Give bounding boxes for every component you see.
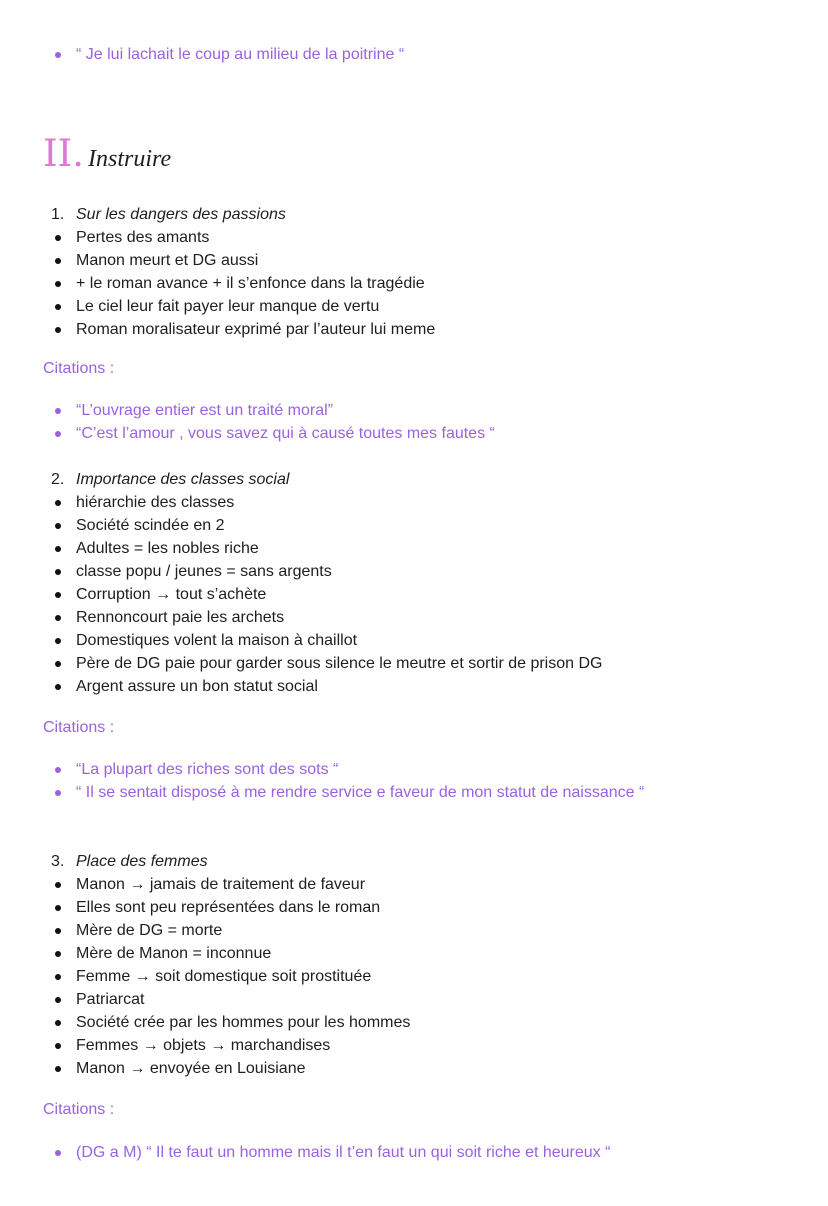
bullet-dot: [55, 1150, 61, 1156]
list-item: [0, 919, 828, 942]
bullet-text: Pertes des amants: [76, 229, 210, 246]
quote-text: “ Je lui lachait le coup au milieu de la poitrine “: [76, 46, 405, 63]
section-numeral: II.: [43, 132, 84, 175]
part-3: [0, 850, 828, 1080]
bullet-dot: [55, 569, 61, 575]
bullet-text: classe popu / jeunes = sans argents: [76, 563, 332, 580]
list-item: [0, 583, 828, 606]
bullet-text: Femmes → objets → marchandises: [76, 1037, 331, 1054]
part-1-heading: [0, 203, 828, 226]
list-item: [0, 491, 828, 514]
bullet-dot: [55, 974, 61, 980]
part-title: Importance des classes social: [76, 471, 290, 488]
part-2-heading: [0, 468, 828, 491]
part-1-citations: [0, 399, 828, 445]
bullet-dot: [55, 500, 61, 506]
bullet-dot: [55, 1043, 61, 1049]
list-item: [0, 43, 828, 66]
bullet-text: Père de DG paie pour garder sous silence le meutre et sortir de prison DG: [76, 655, 603, 672]
bullet-dot: [55, 304, 61, 310]
list-item: [0, 1141, 828, 1164]
bullet-dot: [55, 431, 61, 437]
part-number: 3.: [51, 853, 65, 870]
bullet-dot: [55, 281, 61, 287]
bullet-dot: [55, 592, 61, 598]
bullet-text: Corruption → tout s’achète: [76, 586, 267, 603]
part-3-citations: [0, 1141, 828, 1164]
list-item: [0, 629, 828, 652]
list-item: [0, 422, 828, 445]
bullet-dot: [55, 684, 61, 690]
bullet-dot: [55, 258, 61, 264]
list-item: [0, 272, 828, 295]
bullet-dot: [55, 408, 61, 414]
bullet-dot: [55, 951, 61, 957]
list-item: [0, 537, 828, 560]
part-number: 2.: [51, 471, 65, 488]
list-item: [0, 514, 828, 537]
part-2-bullets: [0, 491, 828, 698]
list-item: [0, 1034, 828, 1057]
list-item: [0, 226, 828, 249]
bullet-text: Adultes = les nobles riche: [76, 540, 259, 557]
bullet-dot: [55, 928, 61, 934]
part-3-heading: [0, 850, 828, 873]
list-item: [0, 560, 828, 583]
list-item: [0, 399, 828, 422]
bullet-text: Mère de Manon = inconnue: [76, 945, 272, 962]
list-item: [0, 1057, 828, 1080]
bullet-text: Manon → envoyée en Louisiane: [76, 1060, 306, 1077]
bullet-text: Rennoncourt paie les archets: [76, 609, 285, 626]
list-item: [0, 873, 828, 896]
bullet-text: hiérarchie des classes: [76, 494, 235, 511]
list-item: [0, 249, 828, 272]
bullet-text: Mère de DG = morte: [76, 922, 223, 939]
bullet-dot: [55, 1066, 61, 1072]
bullet-dot: [55, 882, 61, 888]
list-item: [0, 965, 828, 988]
list-item: [0, 942, 828, 965]
bullet-dot: [55, 546, 61, 552]
bullet-dot: [55, 1020, 61, 1026]
list-item: [0, 652, 828, 675]
list-item: [0, 606, 828, 629]
quote-text: “La plupart des riches sont des sots “: [76, 761, 339, 778]
list-item: [0, 1011, 828, 1034]
section-heading: [43, 132, 171, 176]
part-3-bullets: [0, 873, 828, 1080]
bullet-dot: [55, 767, 61, 773]
list-item: [0, 758, 828, 781]
bullet-dot: [55, 327, 61, 333]
part-title: Place des femmes: [76, 853, 208, 870]
citations-label: Citations :: [43, 360, 115, 377]
part-number: 1.: [51, 206, 65, 223]
quote-text: “ Il se sentait disposé à me rendre service e faveur de mon statut de naissance “: [76, 784, 645, 801]
citations-label: Citations :: [43, 1101, 115, 1118]
bullet-text: Société crée par les hommes pour les hommes: [76, 1014, 411, 1031]
part-2-citations: [0, 758, 828, 804]
bullet-dot: [55, 523, 61, 529]
bullet-text: + le roman avance + il s’enfonce dans la tragédie: [76, 275, 425, 292]
bullet-text: Patriarcat: [76, 991, 145, 1008]
bullet-text: Argent assure un bon statut social: [76, 678, 318, 695]
quote-text: “L’ouvrage entier est un traité moral”: [76, 402, 334, 419]
bullet-text: Société scindée en 2: [76, 517, 225, 534]
section-title: Instruire: [88, 146, 172, 172]
bullet-dot: [55, 235, 61, 241]
bullet-text: Le ciel leur fait payer leur manque de vertu: [76, 298, 380, 315]
bullet-dot: [55, 905, 61, 911]
bullet-dot: [55, 790, 61, 796]
list-item: [0, 781, 828, 804]
bullet-dot: [55, 615, 61, 621]
list-item: [0, 896, 828, 919]
bullet-dot: [55, 661, 61, 667]
citations-label: Citations :: [43, 719, 115, 736]
part-1: [0, 203, 828, 341]
bullet-dot: [55, 638, 61, 644]
bullet-text: Femme → soit domestique soit prostituée: [76, 968, 372, 985]
quote-text: (DG a M) “ Il te faut un homme mais il t’en faut un qui soit riche et heureux “: [76, 1144, 611, 1161]
top-quote-list: [0, 43, 828, 66]
part-1-bullets: [0, 226, 828, 341]
part-2: [0, 468, 828, 698]
list-item: [0, 988, 828, 1011]
quote-text: “C’est l’amour , vous savez qui à causé toutes mes fautes “: [76, 425, 495, 442]
bullet-dot: [55, 52, 61, 58]
list-item: [0, 295, 828, 318]
bullet-text: Manon meurt et DG aussi: [76, 252, 259, 269]
list-item: [0, 318, 828, 341]
bullet-text: Elles sont peu représentées dans le roman: [76, 899, 381, 916]
part-title: Sur les dangers des passions: [76, 206, 286, 223]
bullet-dot: [55, 997, 61, 1003]
list-item: [0, 675, 828, 698]
bullet-text: Roman moralisateur exprimé par l’auteur lui meme: [76, 321, 436, 338]
bullet-text: Domestiques volent la maison à chaillot: [76, 632, 358, 649]
bullet-text: Manon → jamais de traitement de faveur: [76, 876, 366, 893]
